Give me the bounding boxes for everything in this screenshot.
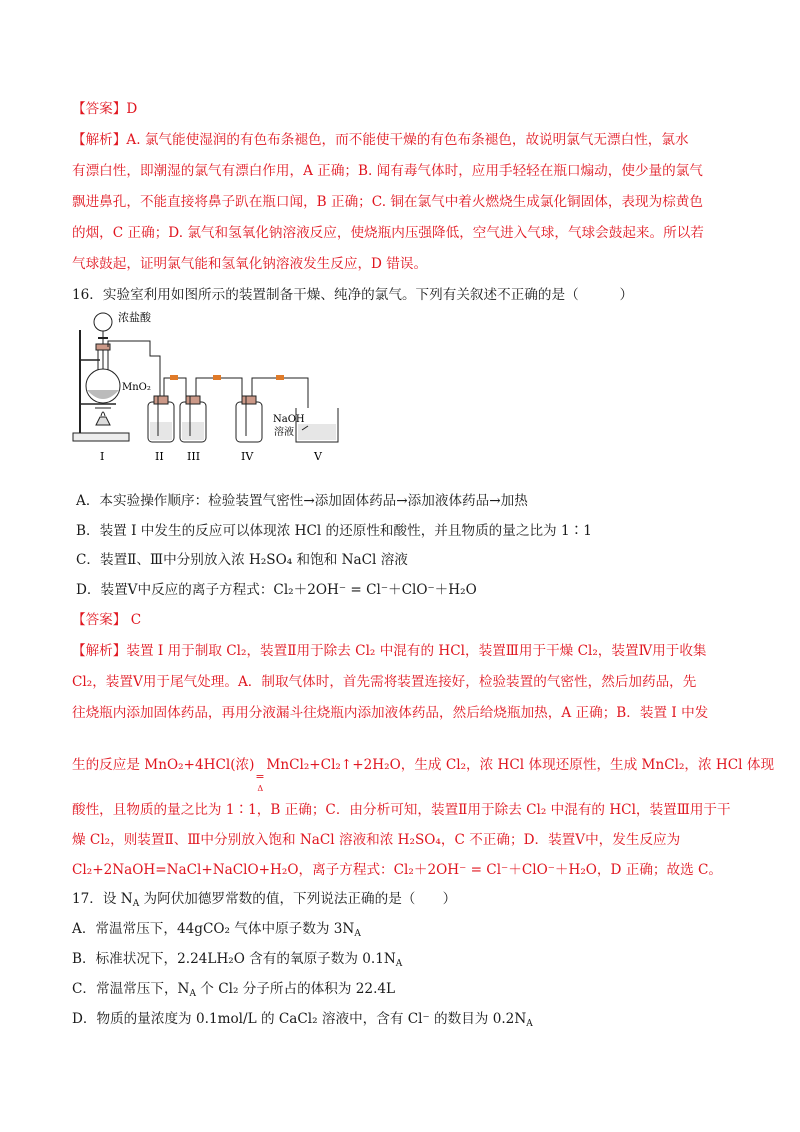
answer-value: D <box>126 101 138 117</box>
device-label-5: V <box>314 450 322 463</box>
prev-analysis-line-5: 气球鼓起，证明氯气能和氢氧化钠溶液发生反应，D 错误。 <box>72 256 428 272</box>
q16-stem: 16．实验室利用如图所示的装置制备干燥、纯净的氯气。下列有关叙述不正确的是（ ） <box>72 287 634 303</box>
apparatus-labels <box>70 308 370 468</box>
q16-answer <box>72 610 141 630</box>
label-solution: 溶液 <box>274 427 294 438</box>
q16-analysis-line-2: Cl₂，装置Ⅴ用于尾气处理。A．制取气体时，首先需将装置连接好，检验装置的气密性，然后加药品，先 <box>72 674 697 690</box>
device-label-2: II <box>155 450 164 463</box>
q16-analysis-line-1: 【解析】装置 I 用于制取 Cl₂，装置Ⅱ用于除去 Cl₂ 中混有的 HCl，装置Ⅲ用于干燥 Cl₂，装置Ⅳ用于收集 <box>72 643 707 659</box>
q17-stem: 17．设 $N_A$ 为阿伏加德罗常数的值，下列说法正确的是（ ） <box>72 891 457 909</box>
label-conc-hcl: 浓盐酸 <box>118 311 151 324</box>
q17-option-b: B．标准状况下，2.24LH₂O 含有的氧原子数为 $0.1N_A$ <box>72 951 403 969</box>
label-mno2: MnO₂ <box>122 382 151 393</box>
answer-label: 【答案】 <box>72 101 127 117</box>
prev-analysis-line-2: 有漂白性，即潮湿的氯气有漂白作用，A 正确；B. 闻有毒气体时，应用手轻轻在瓶口煽动，使少量的氯气 <box>72 163 703 179</box>
q16-option-b: B．装置 I 中发生的反应可以体现浓 HCl 的还原性和酸性，并且物质的量之比为 1∶1 <box>76 523 592 539</box>
answer-value: C <box>130 612 142 628</box>
prev-analysis-line-4: 的烟，C 正确；D. 氯气和氢氧化钠溶液反应，使烧瓶内压强降低，空气进入气球，气球会鼓起来。所以若 <box>72 225 704 241</box>
q17-option-a: A．常温常压下，44gCO₂ 气体中原子数为 $3N_A$ <box>72 921 361 939</box>
device-label-3: III <box>187 450 201 463</box>
q16-analysis-line-7: Cl₂+2NaOH=NaCl+NaClO+H₂O，离子方程式：Cl₂＋2OH⁻ = Cl⁻＋ClO⁻＋H₂O，D 正确；故选 C。 <box>72 862 723 878</box>
device-label-4: IV <box>241 450 254 463</box>
label-naoh: NaOH <box>273 414 305 425</box>
q16-option-c: C．装置Ⅱ、Ⅲ中分别放入浓 H₂SO₄ 和饱和 NaCl 溶液 <box>76 552 408 568</box>
answer-label: 【答案】 <box>72 612 127 628</box>
q16-analysis-line-6: 燥 Cl₂，则装置Ⅱ、Ⅲ中分别放入饱和 NaCl 溶液和浓 H₂SO₄，C 不正确；D．装置Ⅴ中，发生反应为 <box>72 832 681 848</box>
prev-analysis-line-1: 【解析】A. 氯气能使湿润的有色布条褪色，而不能使干燥的有色布条褪色，故说明氯气无漂白性，氯水 <box>72 132 689 148</box>
q16-analysis-line-5: 酸性，且物质的量之比为 1∶1，B 正确；C．由分析可知，装置Ⅱ用于除去 Cl₂ 中混有的 HCl，装置Ⅲ用于干 <box>72 802 731 818</box>
analysis-label: 【解析】 <box>72 132 127 148</box>
q16-option-a: A．本实验操作顺序：检验装置气密性→添加固体药品→添加液体药品→加热 <box>76 493 528 509</box>
prev-analysis-line-3: 飘进鼻孔，不能直接将鼻子趴在瓶口闻，B 正确；C. 铜在氯气中着火燃烧生成氯化铜固体，表现为棕黄色 <box>72 194 703 210</box>
q17-option-d: D．物质的量浓度为 0.1mol/L 的 CaCl₂ 溶液中，含有 Cl⁻ 的数目为 $0.2N_A$ <box>72 1011 533 1029</box>
device-label-1: I <box>100 450 105 463</box>
q16-option-d: D．装置Ⅴ中反应的离子方程式：Cl₂＋2OH⁻ = Cl⁻＋ClO⁻＋H₂O <box>76 582 477 598</box>
q16-analysis-line-4: 生的反应是 MnO₂+4HCl(浓) = Δ MnCl₂+Cl₂↑+2H₂O，生成 Cl₂，浓 HCl 体现还原性，生成 MnCl₂，浓 HCl 体现 <box>72 757 775 793</box>
q17-option-c: C．常温常压下，$N_A$ 个 Cl₂ 分子所占的体积为 22.4L <box>72 981 396 999</box>
analysis-label: 【解析】 <box>72 643 127 659</box>
q16-analysis-line-3: 往烧瓶内添加固体药品，再用分液漏斗往烧瓶内添加液体药品，然后给烧瓶加热，A 正确；B．装置 I 中发 <box>72 705 709 721</box>
prev-answer <box>72 99 137 119</box>
